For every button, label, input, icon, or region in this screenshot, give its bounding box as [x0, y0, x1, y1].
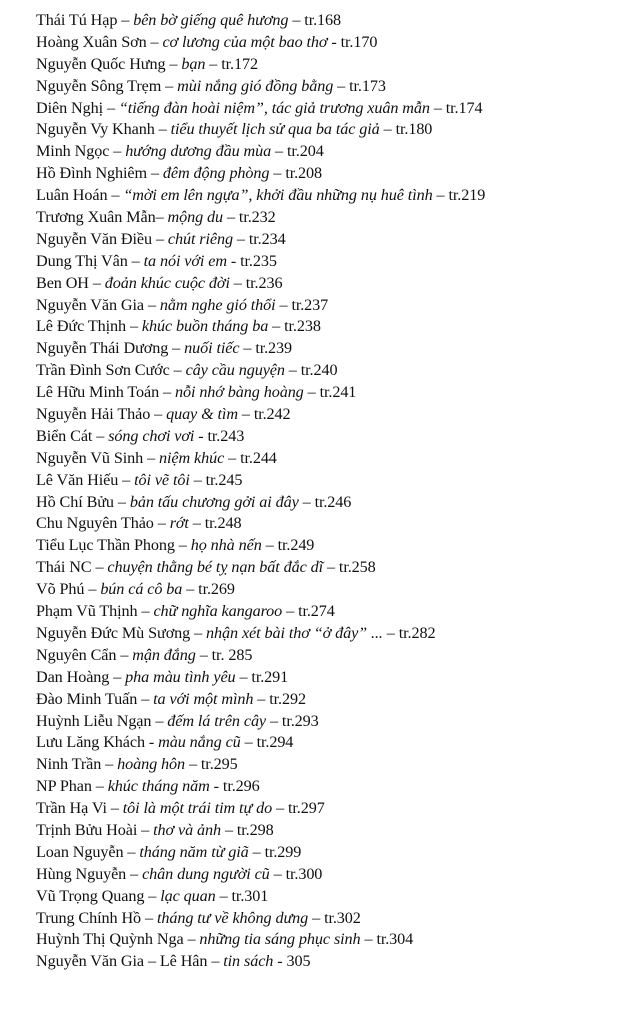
- entry-separator: –: [269, 864, 286, 883]
- list-item: [36, 732, 626, 754]
- entry-author: Ben OH: [36, 273, 89, 292]
- entry-separator: –: [118, 470, 135, 489]
- entry-title: “mời em lên ngựa”, khởi đầu những nụ huê tình: [123, 186, 433, 205]
- entry-page-number: tr.238: [284, 317, 321, 336]
- entry-title: sóng chơi vơi: [108, 426, 195, 445]
- entry-author: Loan Nguyễn: [36, 842, 124, 861]
- list-item: [36, 579, 626, 601]
- entry-title: thơ và ảnh: [153, 820, 221, 839]
- entry-separator: –: [84, 580, 101, 599]
- entry-separator: –: [127, 251, 144, 270]
- entry-separator: –: [185, 755, 201, 774]
- entry-author: Dung Thị Vân: [36, 251, 128, 270]
- entry-page-number: tr.237: [291, 295, 329, 314]
- entry-title: đoản khúc cuộc đời: [104, 273, 230, 292]
- entry-separator: –: [107, 186, 124, 205]
- entry-separator: –: [137, 602, 154, 621]
- entry-author: Chu Nguyên Thảo: [36, 514, 154, 533]
- entry-separator: –: [215, 886, 232, 905]
- entry-page-number: tr.269: [198, 580, 235, 599]
- entry-author: Diên Nghị: [36, 98, 103, 117]
- entry-author: Lê Hữu Minh Toán: [36, 383, 160, 402]
- entry-separator: –: [88, 273, 105, 292]
- entry-author: Lê Văn Hiếu: [36, 470, 119, 489]
- entry-separator: –: [168, 339, 185, 358]
- entry-separator: –: [159, 383, 175, 402]
- entry-separator: –: [360, 930, 377, 949]
- entry-title: bên bờ giếng quê hương: [133, 11, 289, 29]
- list-item: [36, 119, 626, 141]
- entry-page-number: tr.296: [222, 777, 260, 796]
- entry-page-number: tr.234: [248, 229, 286, 248]
- list-item: [36, 10, 626, 32]
- list-item: [36, 32, 626, 54]
- list-item: [36, 864, 626, 886]
- entry-title: pha màu tình yêu: [125, 667, 236, 686]
- entry-author: Nguyễn Văn Gia – Lê Hân: [36, 952, 208, 971]
- entry-title: nuối tiếc: [184, 339, 240, 358]
- entry-separator: –: [379, 120, 396, 139]
- entry-author: Nguyên Cẩn: [36, 645, 117, 664]
- entry-separator: –: [174, 536, 191, 555]
- list-item: [36, 76, 626, 98]
- entry-page-number: 305: [286, 952, 311, 971]
- entry-title: đêm động phòng: [162, 164, 270, 183]
- entry-page-number: tr.236: [245, 273, 283, 292]
- entry-author: Nguyễn Đức Mù Sương: [36, 623, 191, 642]
- entry-title: họ nhà nến: [190, 536, 262, 555]
- entry-separator: –: [205, 54, 222, 73]
- entry-separator: –: [323, 558, 339, 577]
- entry-separator: –: [221, 820, 237, 839]
- entry-author: Vũ Trọng Quang: [36, 886, 145, 905]
- entry-title: màu nắng cũ: [158, 733, 241, 752]
- entry-page-number: tr.208: [285, 164, 323, 183]
- entry-page-number: tr.302: [324, 908, 361, 927]
- entry-page-number: tr.170: [340, 32, 378, 51]
- entry-title: bún cá cô ba: [100, 580, 183, 599]
- entry-page-number: tr. 285: [211, 645, 253, 664]
- entry-separator: –: [150, 405, 167, 424]
- entry-separator: -: [327, 32, 341, 51]
- entry-title: chút riêng: [167, 229, 233, 248]
- entry-page-number: tr.245: [205, 470, 243, 489]
- entry-separator: –: [308, 908, 325, 927]
- entry-separator: –: [123, 842, 140, 861]
- entry-separator: -: [226, 251, 241, 270]
- entry-author: Biển Cát: [36, 426, 93, 445]
- list-item: [36, 623, 626, 645]
- entry-separator: –: [248, 842, 265, 861]
- entry-author: Dan Hoàng: [36, 667, 110, 686]
- list-item: [36, 754, 626, 776]
- entry-separator: -: [273, 952, 287, 971]
- entry-title: cơ lương của một bao thơ: [162, 32, 328, 51]
- entry-page-number: tr.292: [269, 689, 306, 708]
- list-item: [36, 667, 626, 689]
- entry-page-number: tr.168: [304, 11, 342, 29]
- list-item: [36, 513, 626, 535]
- entry-separator: –: [207, 952, 224, 971]
- entry-separator: –: [146, 32, 163, 51]
- entry-page-number: tr.291: [251, 667, 289, 686]
- entry-page-number: tr.282: [398, 623, 436, 642]
- entry-page-number: tr.232: [238, 208, 276, 227]
- entry-page-number: tr.204: [286, 142, 324, 161]
- entry-separator: –: [188, 514, 205, 533]
- entry-title: những tia sáng phục sinh: [199, 930, 361, 949]
- list-item: [36, 404, 626, 426]
- entry-title: cây cầu nguyện: [185, 361, 285, 380]
- entry-separator: –: [169, 361, 186, 380]
- entry-separator: –: [183, 930, 200, 949]
- entry-author: Thái NC: [36, 558, 92, 577]
- entry-title: hướng dương đầu mùa: [125, 142, 272, 161]
- entry-separator: –: [141, 908, 157, 927]
- list-item: [36, 98, 626, 120]
- entry-separator: –: [240, 733, 257, 752]
- table-of-contents-list: [36, 10, 626, 973]
- entry-author: Nguyễn Vy Khanh: [36, 120, 155, 139]
- list-item: [36, 601, 626, 623]
- entry-page-number: tr.304: [376, 930, 414, 949]
- entry-title: niệm khúc: [159, 448, 225, 467]
- list-item: [36, 842, 626, 864]
- entry-author: Hoàng Xuân Sơn: [36, 32, 147, 51]
- entry-author: Trần Đình Sơn Cước: [36, 361, 170, 380]
- list-item: [36, 886, 626, 908]
- entry-author: Tiểu Lục Thần Phong: [36, 536, 175, 555]
- entry-separator: –: [151, 711, 168, 730]
- entry-separator: -: [144, 733, 159, 752]
- entry-author: Huỳnh Liễu Ngạn: [36, 711, 152, 730]
- entry-author: Trung Chính Hồ: [36, 908, 142, 927]
- entry-separator: –: [113, 492, 130, 511]
- entry-separator: –: [229, 273, 246, 292]
- list-item: [36, 535, 626, 557]
- entry-page-number: tr.239: [255, 339, 293, 358]
- entry-title: tin sách: [223, 952, 274, 971]
- entry-separator: –: [284, 361, 301, 380]
- entry-separator: –: [91, 777, 108, 796]
- entry-author: Luân Hoán: [36, 186, 108, 205]
- list-item: [36, 426, 626, 448]
- list-item: [36, 185, 626, 207]
- entry-title: mộng du: [167, 208, 224, 227]
- entry-separator: –: [268, 317, 285, 336]
- list-item: [36, 163, 626, 185]
- entry-page-number: tr.235: [240, 251, 277, 270]
- entry-title: tôi vẽ tôi: [134, 470, 190, 489]
- entry-page-number: tr.180: [395, 120, 433, 139]
- entry-author: Trần Hạ Vi: [36, 799, 107, 818]
- list-item: [36, 798, 626, 820]
- entry-title: chữ nghĩa kangaroo: [153, 602, 283, 621]
- entry-title: tháng năm từ giã: [139, 842, 249, 861]
- entry-author: Nguyễn Quốc Hưng: [36, 54, 166, 73]
- entry-separator: –: [109, 667, 126, 686]
- entry-author: Nguyễn Sông Trẹm: [36, 76, 162, 95]
- entry-separator: –: [137, 820, 154, 839]
- entry-separator: –: [239, 339, 256, 358]
- list-item: [36, 141, 626, 163]
- list-item: [36, 316, 626, 338]
- entry-separator: –: [303, 383, 320, 402]
- entry-page-number: tr.173: [349, 76, 386, 95]
- entry-title: tiểu thuyết lịch sử qua ba tác giả: [170, 120, 380, 139]
- entry-separator: –: [106, 799, 123, 818]
- list-item: [36, 360, 626, 382]
- list-item: [36, 776, 626, 798]
- entry-title: ta nói với em: [143, 251, 227, 270]
- entry-author: Thái Tú Hạp: [36, 11, 118, 29]
- entry-separator: –: [182, 580, 199, 599]
- entry-title: khúc tháng năm: [107, 777, 210, 796]
- entry-page-number: tr.300: [285, 864, 323, 883]
- entry-separator: –: [261, 536, 278, 555]
- entry-title: tháng tư về không dưng: [156, 908, 309, 927]
- entry-separator: –: [235, 667, 252, 686]
- list-item: [36, 492, 626, 514]
- entry-separator: –: [126, 864, 143, 883]
- entry-separator: –: [189, 470, 206, 489]
- list-item: [36, 207, 626, 229]
- entry-title: đếm lá trên cây: [167, 711, 267, 730]
- entry-page-number: tr.258: [338, 558, 376, 577]
- entry-separator: –: [429, 98, 446, 117]
- list-item: [36, 273, 626, 295]
- entry-page-number: tr.293: [281, 711, 319, 730]
- entry-title: mận đắng: [132, 645, 196, 664]
- entry-separator: –: [155, 208, 168, 227]
- entry-author: Nguyễn Văn Gia: [36, 295, 144, 314]
- entry-page-number: tr.219: [448, 186, 486, 205]
- entry-separator: –: [282, 602, 299, 621]
- entry-separator: -: [194, 426, 208, 445]
- entry-page-number: tr.294: [256, 733, 294, 752]
- entry-author: Trương Xuân Mẫn: [36, 208, 156, 227]
- entry-separator: –: [143, 448, 160, 467]
- entry-separator: –: [432, 186, 449, 205]
- entry-author: Nguyễn Vũ Sinh: [36, 448, 144, 467]
- entry-page-number: tr.274: [298, 602, 335, 621]
- entry-separator: –: [154, 120, 171, 139]
- entry-author: Lưu Lăng Khách: [36, 733, 145, 752]
- entry-page-number: tr.243: [207, 426, 245, 445]
- entry-separator: –: [190, 623, 207, 642]
- entry-page-number: tr.301: [231, 886, 269, 905]
- entry-separator: –: [117, 11, 134, 29]
- entry-page-number: tr.242: [253, 405, 291, 424]
- entry-separator: –: [288, 11, 305, 29]
- list-item: [36, 295, 626, 317]
- list-item: [36, 557, 626, 579]
- entry-separator: –: [223, 208, 239, 227]
- entry-separator: –: [116, 645, 133, 664]
- entry-author: Nguyễn Hải Thảo: [36, 405, 151, 424]
- entry-page-number: tr.241: [319, 383, 357, 402]
- entry-separator: –: [144, 295, 160, 314]
- entry-separator: –: [147, 164, 163, 183]
- list-item: [36, 645, 626, 667]
- entry-author: Đào Minh Tuấn: [36, 689, 138, 708]
- entry-separator: –: [275, 295, 292, 314]
- entry-page-number: tr.248: [204, 514, 242, 533]
- entry-separator: –: [103, 98, 119, 117]
- entry-title: tôi là một trái tim tự do: [122, 799, 273, 818]
- list-item: [36, 951, 626, 973]
- entry-separator: –: [152, 229, 168, 248]
- entry-separator: –: [153, 514, 170, 533]
- entry-separator: –: [165, 54, 182, 73]
- entry-title: bạn: [181, 54, 206, 73]
- list-item: [36, 689, 626, 711]
- list-item: [36, 448, 626, 470]
- entry-separator: –: [333, 76, 350, 95]
- entry-separator: –: [382, 623, 399, 642]
- entry-page-number: tr.246: [314, 492, 352, 511]
- entry-title: bản tấu chương gởi ai đây: [129, 492, 299, 511]
- list-item: [36, 908, 626, 930]
- entry-title: rớt: [169, 514, 189, 533]
- entry-author: Nguyễn Thái Dương: [36, 339, 169, 358]
- entry-page-number: tr.298: [236, 820, 274, 839]
- list-item: [36, 338, 626, 360]
- entry-author: Hùng Nguyễn: [36, 864, 127, 883]
- entry-separator: –: [195, 645, 212, 664]
- document-page: [36, 10, 626, 973]
- entry-author: NP Phan: [36, 777, 92, 796]
- entry-title: chân dung người cũ: [142, 864, 270, 883]
- entry-title: “tiếng đàn hoài niệm”, tác giả trương xuân mẫn: [118, 98, 430, 117]
- entry-separator: –: [109, 142, 126, 161]
- list-item: [36, 470, 626, 492]
- entry-author: Võ Phú: [36, 580, 85, 599]
- entry-separator: –: [92, 426, 109, 445]
- entry-title: ta với một mình: [153, 689, 254, 708]
- list-item: [36, 54, 626, 76]
- entry-author: Trịnh Bửu Hoài: [36, 820, 138, 839]
- entry-separator: –: [101, 755, 118, 774]
- entry-separator: –: [271, 142, 287, 161]
- entry-separator: –: [161, 76, 178, 95]
- entry-author: Hồ Chí Bửu: [36, 492, 114, 511]
- entry-separator: –: [266, 711, 282, 730]
- entry-separator: –: [224, 448, 241, 467]
- entry-title: nằm nghe gió thổi: [159, 295, 276, 314]
- entry-title: nỗi nhớ bàng hoàng: [174, 383, 304, 402]
- entry-title: lạc quan: [160, 886, 216, 905]
- entry-author: Ninh Trần: [36, 755, 102, 774]
- entry-title: chuyện thằng bé tỵ nạn bất đắc dĩ: [107, 558, 324, 577]
- entry-author: Nguyễn Văn Điều: [36, 229, 152, 248]
- list-item: [36, 251, 626, 273]
- entry-title: khúc buồn tháng ba: [141, 317, 269, 336]
- entry-page-number: tr.299: [264, 842, 302, 861]
- entry-page-number: tr.172: [221, 54, 258, 73]
- entry-page-number: tr.249: [277, 536, 315, 555]
- entry-title: quay & tìm: [166, 405, 238, 424]
- entry-separator: –: [126, 317, 142, 336]
- entry-separator: –: [237, 405, 254, 424]
- entry-page-number: tr.174: [445, 98, 483, 117]
- entry-separator: –: [137, 689, 154, 708]
- entry-author: Hồ Đình Nghiêm: [36, 164, 148, 183]
- entry-separator: –: [144, 886, 161, 905]
- entry-page-number: tr.240: [300, 361, 338, 380]
- entry-title: hoàng hôn: [117, 755, 186, 774]
- entry-page-number: tr.244: [240, 448, 277, 467]
- entry-separator: -: [209, 777, 223, 796]
- list-item: [36, 711, 626, 733]
- entry-separator: –: [272, 799, 289, 818]
- list-item: [36, 382, 626, 404]
- entry-page-number: tr.295: [200, 755, 238, 774]
- list-item: [36, 929, 626, 951]
- entry-separator: –: [298, 492, 315, 511]
- entry-author: Lê Đức Thịnh: [36, 317, 126, 336]
- entry-title: mùi nắng gió đồng bằng: [177, 76, 334, 95]
- entry-separator: –: [91, 558, 108, 577]
- entry-page-number: tr.297: [288, 799, 325, 818]
- list-item: [36, 229, 626, 251]
- entry-separator: –: [232, 229, 249, 248]
- entry-title: nhận xét bài thơ “ở đây” ...: [206, 623, 383, 642]
- entry-separator: –: [269, 164, 286, 183]
- list-item: [36, 820, 626, 842]
- entry-author: Minh Ngọc: [36, 142, 110, 161]
- entry-separator: –: [253, 689, 270, 708]
- entry-author: Huỳnh Thị Quỳnh Nga: [36, 930, 184, 949]
- entry-author: Phạm Vũ Thịnh: [36, 602, 138, 621]
